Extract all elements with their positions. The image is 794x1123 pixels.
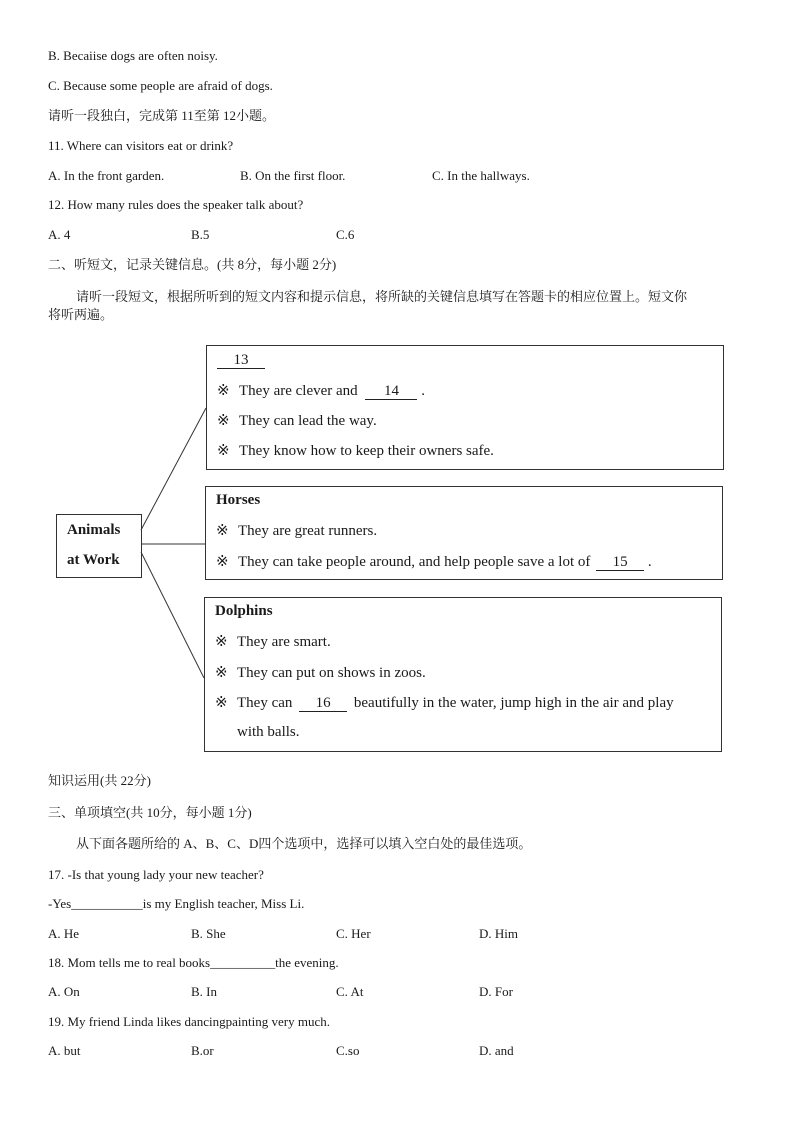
box3-line3-text: They can [237,695,293,711]
box2-line1 [216,522,377,540]
q11-option-c: C. In the hallways. [432,168,530,183]
box3-line2-text: They can put on shows in zoos. [237,665,426,681]
q18-stem: 18. Mom tells me to real books__________the evening. [48,955,339,970]
center-label-line2: at Work [67,552,120,568]
box3-line2 [215,664,426,682]
box2-title: Horses [216,492,261,508]
q17-stem-2: -Yes___________is my English teacher, Miss Li. [48,896,305,911]
q19-option-a: A. but [48,1043,81,1058]
reference-mark-icon: ※ [217,443,230,459]
animals-at-work-box [56,514,142,578]
box2-line2-text: They can take people around, and help people save a lot of [238,554,591,570]
blank-14: 14 [365,383,417,400]
reference-mark-icon: ※ [216,523,229,539]
q12-option-a: A. 4 [48,227,71,242]
connector-line-top [141,408,206,530]
info-box-dolphins [204,597,722,752]
instruction-11-12: 请听一段独白，完成第 11至第 12小题。 [48,108,276,123]
box2-line2-end: . [647,554,652,570]
reference-mark-icon: ※ [217,383,230,399]
info-box-1 [206,345,724,470]
q18-option-d: D. For [479,984,513,999]
box3-line3-end: beautifully in the water, jump high in the air and play [353,695,674,711]
box3-line1-text: They are smart. [237,634,331,650]
box1-line2-text: They can lead the way. [239,413,377,429]
box1-line1-text: They are clever and [239,383,358,399]
reference-mark-icon: ※ [215,695,228,711]
q19-stem: 19. My friend Linda likes dancingpainting very much. [48,1014,330,1029]
q17-option-d: D. Him [479,926,518,941]
q11-stem: 11. Where can visitors eat or drink? [48,138,234,153]
reference-mark-icon: ※ [216,554,229,570]
q19-option-d: D. and [479,1043,514,1058]
box1-line1 [217,382,425,400]
reference-mark-icon: ※ [217,413,230,429]
q17-option-c: C. Her [336,926,371,941]
q12-stem: 12. How many rules does the speaker talk about? [48,197,304,212]
reference-mark-icon: ※ [215,634,228,650]
q10-option-b: B. Becaiise dogs are often noisy. [48,48,218,63]
blank-15: 15 [596,554,644,571]
q17-option-b: B. She [191,926,226,941]
center-label-line1: Animals [67,522,121,538]
box3-title: Dolphins [215,603,273,619]
section2-instruction-line1: 请听一段短文，根据所听到的短文内容和提示信息，将所缺的关键信息填写在答题卡的相应位置上。短文你 [76,289,688,304]
q17-option-a: A. He [48,926,80,941]
blank-16: 16 [299,695,347,712]
box1-title-blank [217,351,265,369]
blank-13: 13 [217,352,265,369]
q12-option-c: C.6 [336,227,355,242]
connector-line-bottom [141,552,204,678]
knowledge-heading: 知识运用(共 22分) [48,773,151,788]
box1-line3 [217,442,494,460]
q18-option-c: C. At [336,984,364,999]
q12-option-b: B.5 [191,227,210,242]
info-box-horses [205,486,723,580]
box3-line1 [215,633,331,651]
box3-line4: with balls. [237,724,300,740]
section2-instruction-line2: 将听两遍。 [48,307,114,322]
q18-option-a: A. On [48,984,80,999]
section2-heading: 二、听短文，记录关键信息。(共 8分，每小题 2分) [48,257,337,272]
q19-option-b: B.or [191,1043,214,1058]
box3-line3 [215,694,674,712]
q11-option-a: A. In the front garden. [48,168,165,183]
q10-option-c: C. Because some people are afraid of dogs. [48,78,273,93]
q11-option-b: B. On the first floor. [240,168,346,183]
q19-option-c: C.so [336,1043,360,1058]
q17-stem: 17. -Is that young lady your new teacher? [48,867,264,882]
box1-line3-text: They know how to keep their owners safe. [239,443,494,459]
section3-instruction: 从下面各题所给的 A、B、C、D四个选项中，选择可以填入空白处的最佳选项。 [76,836,532,851]
reference-mark-icon: ※ [215,665,228,681]
box2-line1-text: They are great runners. [238,523,378,539]
box1-line1-end: . [421,383,425,399]
q18-option-b: B. In [191,984,217,999]
box1-line2 [217,412,377,430]
box2-line2 [216,553,652,571]
section3-heading: 三、单项填空(共 10分，每小题 1分) [48,805,252,820]
